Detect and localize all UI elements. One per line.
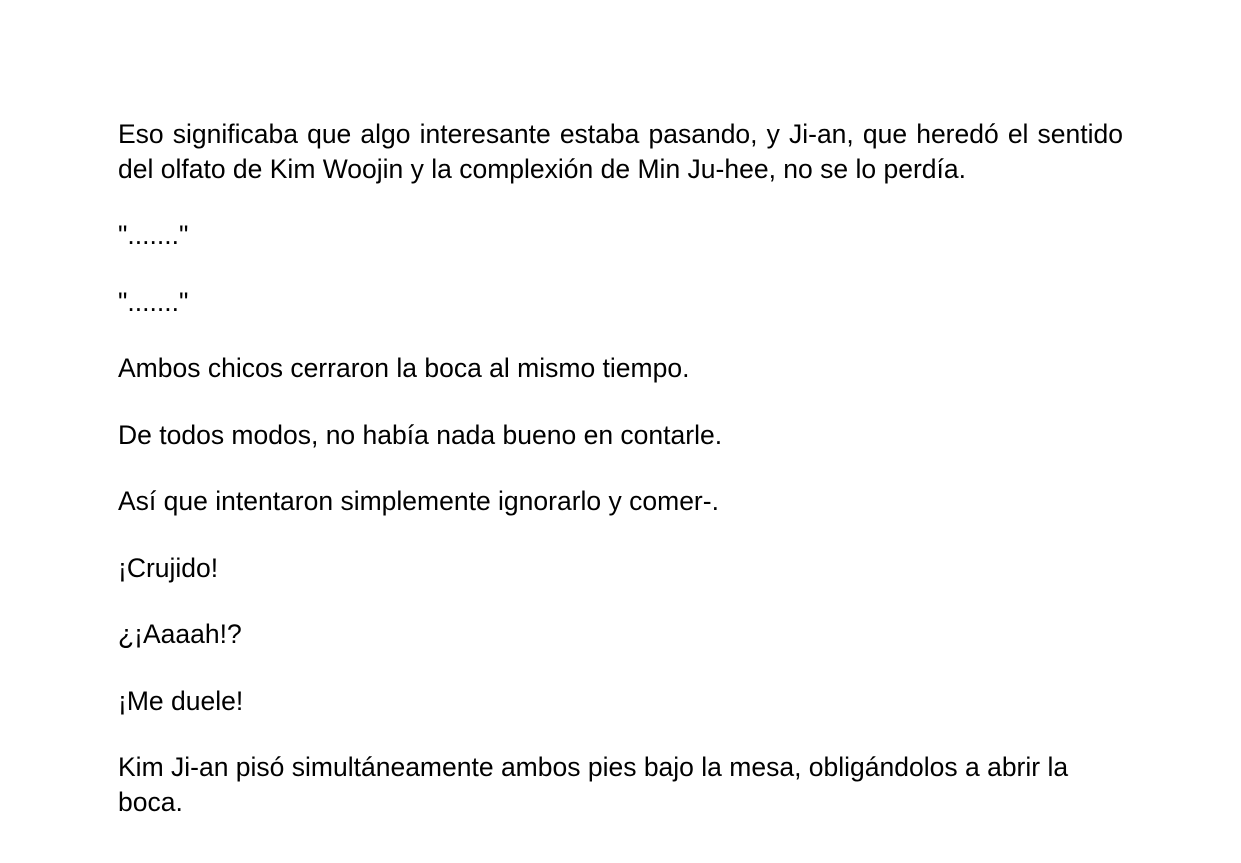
paragraph: ¡Crujido!: [118, 552, 219, 583]
paragraph: Ambos chicos cerraron la boca al mismo tiempo.: [118, 353, 690, 383]
paragraph: ".......": [118, 220, 189, 250]
paragraph: ¡Me duele!: [118, 685, 244, 716]
paragraph: ".......": [118, 286, 189, 317]
document-body: [118, 117, 1123, 819]
paragraph: ¿¡Aaaah!?: [118, 619, 242, 649]
paragraph: Eso significaba que algo interesante estaba pasando, y Ji-an, que heredó el sentido del olfato de Kim Woojin y la complexión de Min Ju-hee, no se lo perdía.: [118, 119, 1123, 184]
paragraph: De todos modos, no había nada bueno en contarle.: [118, 419, 723, 450]
paragraph: Así que intentaron simplemente ignorarlo y comer-.: [118, 486, 719, 516]
paragraph: Kim Ji-an pisó simultáneamente ambos pies bajo la mesa, obligándolos a abrir la boca.: [118, 752, 1069, 817]
